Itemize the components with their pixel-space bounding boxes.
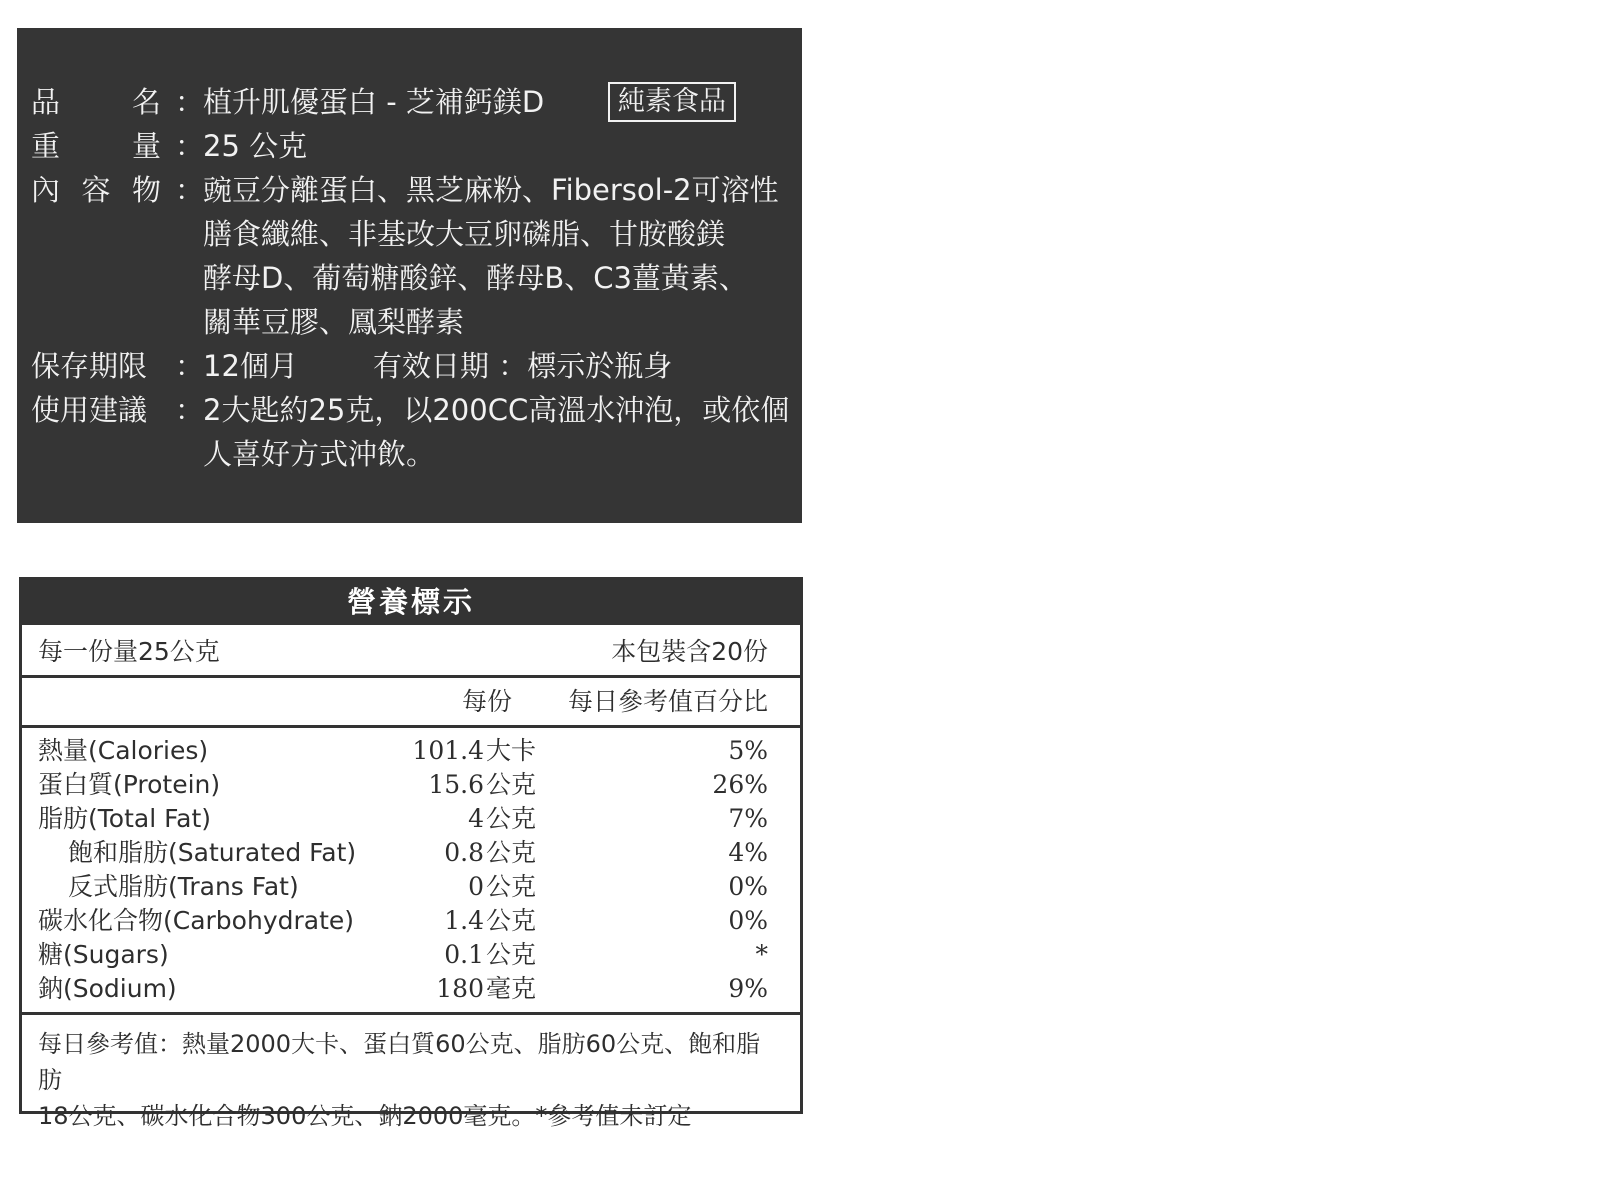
label-char: 名 bbox=[131, 85, 161, 119]
contents-row-cont bbox=[17, 212, 802, 256]
nutrient-amount: 180 bbox=[436, 974, 484, 1003]
weight-row bbox=[17, 124, 802, 168]
nutrient-name: 碳水化合物(Carbohydrate) bbox=[38, 906, 355, 935]
nutrient-unit: 公克 bbox=[486, 804, 537, 833]
contents-line: 膳食纖維、非基改大豆卵磷脂、甘胺酸鎂 bbox=[203, 217, 726, 251]
nutrient-daily-value: 7% bbox=[728, 804, 768, 833]
nutrient-row-calories bbox=[22, 734, 800, 768]
nutrient-amount: 1.4 bbox=[444, 906, 484, 935]
contents-row-cont bbox=[17, 300, 802, 344]
column-header-daily-value: 每日參考值百分比 bbox=[567, 687, 768, 716]
nutrient-daily-value: 0% bbox=[728, 906, 768, 935]
label-char: 重 bbox=[31, 129, 61, 163]
nutrient-daily-value: * bbox=[755, 940, 768, 969]
shelf-life-value: 12個月 bbox=[203, 349, 298, 383]
usage-line: 2大匙約25克，以200CC高溫水沖泡，或依個 bbox=[203, 393, 790, 427]
nutrient-name: 熱量(Calories) bbox=[38, 736, 209, 765]
serving-size: 每一份量25公克 bbox=[38, 637, 220, 666]
contents-row-cont bbox=[17, 256, 802, 300]
nutrient-unit: 公克 bbox=[486, 770, 537, 799]
product-info-panel bbox=[17, 28, 802, 523]
nutrition-title: 營養標示 bbox=[22, 580, 800, 625]
divider bbox=[22, 725, 800, 728]
nutrient-row-sodium bbox=[22, 972, 800, 1006]
column-header-per-serving: 每份 bbox=[462, 687, 513, 716]
nutrient-daily-value: 26% bbox=[712, 770, 768, 799]
nutrient-row-carbohydrate bbox=[22, 904, 800, 938]
nutrient-name: 糖(Sugars) bbox=[38, 940, 169, 969]
expiry-text: 有效日期 ：標示於瓶身 bbox=[373, 349, 673, 383]
contents-row bbox=[17, 168, 802, 212]
label-char: 內 bbox=[31, 173, 61, 207]
contents-line: 豌豆分離蛋白、黑芝麻粉、Fibersol-2可溶性 bbox=[203, 173, 779, 207]
nutrient-daily-value: 4% bbox=[728, 838, 768, 867]
footnote-line: 18公克、碳水化合物300公克、鈉2000毫克。*參考值未訂定 bbox=[38, 1102, 692, 1130]
product-name-label bbox=[31, 80, 191, 124]
daily-value-footnote bbox=[38, 1026, 778, 1134]
colon: ： bbox=[175, 349, 205, 383]
nutrient-daily-value: 5% bbox=[728, 736, 768, 765]
nutrient-unit: 公克 bbox=[486, 906, 537, 935]
nutrient-row-total-fat bbox=[22, 802, 800, 836]
divider bbox=[22, 1012, 800, 1015]
colon: ： bbox=[175, 173, 205, 207]
nutrient-row-saturated-fat bbox=[22, 836, 800, 870]
label-char: 物 bbox=[131, 173, 161, 207]
contents-line: 關華豆膠、鳳梨酵素 bbox=[203, 305, 465, 339]
nutrient-name: 脂肪(Total Fat) bbox=[38, 804, 212, 833]
divider bbox=[22, 675, 800, 678]
colon: ： bbox=[175, 85, 205, 119]
nutrient-daily-value: 0% bbox=[728, 872, 768, 901]
nutrient-name: 鈉(Sodium) bbox=[38, 974, 177, 1003]
usage-line: 人喜好方式沖飲。 bbox=[203, 437, 436, 471]
label-char: 容 bbox=[81, 173, 111, 207]
weight-label bbox=[31, 124, 191, 168]
usage-row bbox=[17, 388, 802, 432]
nutrient-name: 蛋白質(Protein) bbox=[38, 770, 221, 799]
shelf-life-label: 保存期限 bbox=[31, 349, 148, 383]
nutrient-name: 飽和脂肪(Saturated Fat) bbox=[68, 838, 357, 867]
nutrient-name: 反式脂肪(Trans Fat) bbox=[68, 872, 299, 901]
shelf-life-row bbox=[17, 344, 802, 388]
nutrient-row-sugars bbox=[22, 938, 800, 972]
vegan-badge: 純素食品 bbox=[608, 82, 736, 122]
nutrient-unit: 大卡 bbox=[486, 736, 537, 765]
product-name-value: 植升肌優蛋白 - 芝補鈣鎂D bbox=[203, 85, 545, 119]
contents-label bbox=[31, 168, 191, 212]
nutrient-row-trans-fat bbox=[22, 870, 800, 904]
nutrient-amount: 0 bbox=[468, 872, 484, 901]
nutrient-unit: 毫克 bbox=[486, 974, 537, 1003]
weight-value: 25 公克 bbox=[203, 129, 308, 163]
usage-row-cont bbox=[17, 432, 802, 476]
servings-per-package: 本包裝含20份 bbox=[611, 637, 768, 666]
footnote-line: 每日參考值：熱量2000大卡、蛋白質60公克、脂肪60公克、飽和脂肪 bbox=[38, 1030, 761, 1094]
nutrient-amount: 15.6 bbox=[428, 770, 484, 799]
nutrient-row-protein bbox=[22, 768, 800, 802]
nutrient-unit: 公克 bbox=[486, 838, 537, 867]
colon: ： bbox=[175, 393, 205, 427]
nutrient-amount: 0.8 bbox=[444, 838, 484, 867]
nutrient-amount: 101.4 bbox=[412, 736, 484, 765]
nutrition-facts-panel bbox=[19, 577, 803, 1130]
label-char: 品 bbox=[31, 85, 61, 119]
label-char: 量 bbox=[131, 129, 161, 163]
contents-line: 酵母D、葡萄糖酸鋅、酵母B、C3薑黃素、 bbox=[203, 261, 748, 295]
nutrient-unit: 公克 bbox=[486, 872, 537, 901]
colon: ： bbox=[175, 129, 205, 163]
usage-label: 使用建議 bbox=[31, 393, 148, 427]
nutrient-daily-value: 9% bbox=[728, 974, 768, 1003]
nutrient-unit: 公克 bbox=[486, 940, 537, 969]
nutrient-amount: 0.1 bbox=[444, 940, 484, 969]
nutrient-amount: 4 bbox=[468, 804, 484, 833]
